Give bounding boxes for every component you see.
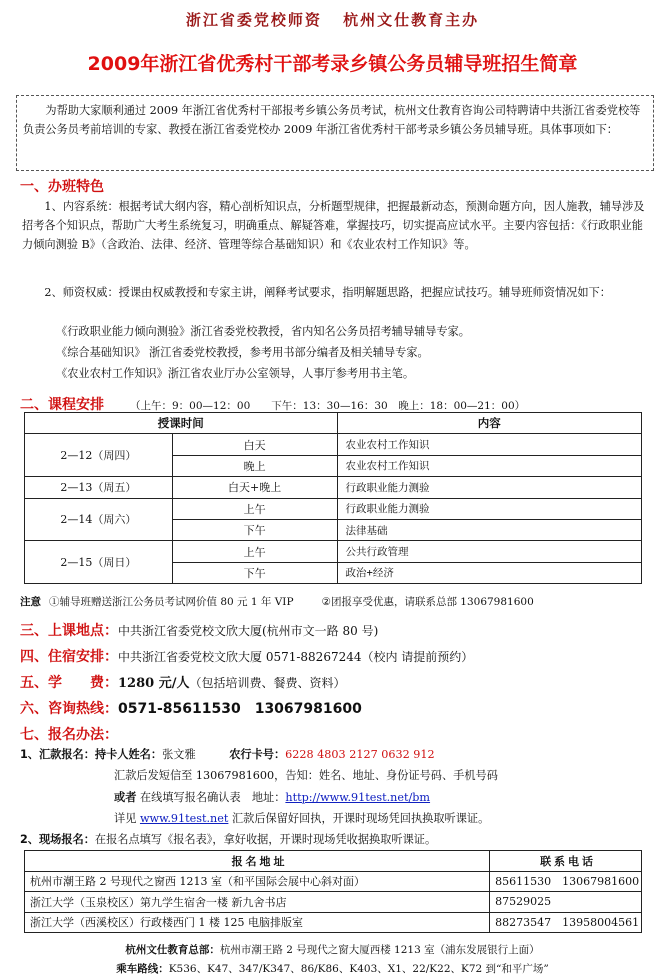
online-signup-link[interactable]: http://www.91test.net/bm [285, 791, 431, 804]
note-group: ②团报享受优惠，请联系总部 13067981600 [321, 596, 534, 608]
card-number: 6228 4803 2127 0632 912 [285, 748, 435, 761]
locations-col-address: 报名地址 [25, 851, 490, 872]
location-phone: 85611530 13067981600 [490, 871, 642, 892]
intro-box: 为帮助大家顺利通过 2009 年浙江省优秀村干部报考乡镇公务员考试，杭州文仕教育咨询公司特聘请中共浙江省委党校等负责公务员考前培训的专家、教授在浙江省委党校办 2009 年浙江省优秀村干部考录乡镇公务员辅导班。具体事项如下： [16, 95, 654, 171]
bus-label: 乘车路线： [116, 963, 169, 975]
onsite-text: 在报名点填写《报名表》，拿好收据，开课时现场凭收据换取听课证。 [94, 833, 437, 846]
remit-label: 1、汇款报名： [20, 748, 95, 761]
location-address: 浙江大学（西溪校区）行政楼西门 1 楼 125 电脑排版室 [25, 912, 490, 933]
schedule-content: 行政职业能力测验 [337, 477, 642, 498]
teacher-line-3: 《农业农村工作知识》浙江省农业厅办公室领导，人事厅参考用书主笔。 [56, 367, 415, 380]
schedule-date: 2—14（周六） [25, 498, 173, 541]
hq-value: 杭州市潮王路 2 号现代之窗大厦西楼 1213 室（浦东发展银行上面） [219, 944, 540, 956]
schedule-note [20, 594, 534, 609]
schedule-slot: 上午 [172, 541, 337, 562]
online-line [114, 789, 430, 805]
venue-heading: 三、上课地点： [20, 623, 118, 639]
schedule-content: 政治+经济 [337, 562, 642, 583]
fee-heading: 五、学 费： [20, 675, 118, 691]
location-phone: 87529025 [490, 892, 642, 913]
venue-value: 中共浙江省委党校文欣大厦(杭州市文一路 80 号) [118, 624, 379, 638]
features-paragraph-2: 2、师资权威：授课由权威教授和专家主讲，阐释考试要求，指明解题思路，把握应试技巧。辅导班师资情况如下： [44, 286, 611, 299]
table-row [25, 541, 642, 562]
hotline-value: 0571-85611530 13067981600 [118, 701, 362, 717]
schedule-content: 公共行政管理 [337, 541, 642, 562]
holder-name: 张文雅 [162, 748, 196, 761]
section-venue [20, 620, 378, 640]
teacher-line-2: 《综合基础知识》 浙江省委党校教授，参考用书部分编者及相关辅导专家。 [56, 346, 429, 359]
schedule-slot: 上午 [172, 498, 337, 519]
detail-prefix: 详见 [114, 812, 137, 825]
onsite-line [20, 831, 436, 847]
banner-left: 浙江省委党校师资 [185, 11, 322, 29]
location-address: 杭州市潮王路 2 号现代之窗西 1213 室（和平国际会展中心斜对面） [25, 871, 490, 892]
schedule-date: 2—15（周日） [25, 541, 173, 584]
lodging-heading: 四、住宿安排： [20, 649, 118, 665]
table-row [25, 477, 642, 498]
schedule-col-content: 内容 [337, 413, 642, 434]
schedule-table [24, 412, 642, 584]
page-title: 2009年浙江省优秀村干部考录乡镇公务员辅导班招生简章 [87, 53, 578, 75]
location-address: 浙江大学（玉泉校区）第九学生宿舍一楼 新九舍书店 [25, 892, 490, 913]
table-row [25, 892, 642, 913]
detail-suffix: 汇款后保留好回执，开课时现场凭回执换取听课证。 [231, 812, 490, 825]
footer-hq [0, 942, 665, 957]
section-hotline [20, 698, 362, 718]
schedule-content: 法律基础 [337, 519, 642, 540]
section-signup-heading: 七、报名办法： [20, 727, 118, 743]
top-banner [0, 9, 665, 30]
or-label: 或者 [114, 791, 137, 804]
schedule-slot: 下午 [172, 519, 337, 540]
lodging-value: 中共浙江省委党校文欣大厦 0571-88267244（校内 请提前预约） [118, 650, 474, 664]
fee-detail: （包括培训费、餐费、资料） [189, 676, 346, 690]
table-row [25, 871, 642, 892]
location-phone: 88273547 13958004561 [490, 912, 642, 933]
section-lodging [20, 646, 473, 666]
locations-col-phone: 联系电话 [490, 851, 642, 872]
schedule-header-row [25, 413, 642, 434]
schedule-date: 2—12（周四） [25, 434, 173, 477]
section-schedule-heading: 二、课程安排 [20, 397, 104, 413]
sms-line: 汇款后发短信至 13067981600，告知：姓名、地址、身份证号码、手机号码 [114, 769, 498, 782]
section-features-heading: 一、办班特色 [20, 179, 104, 195]
site-link[interactable]: www.91test.net [139, 812, 229, 825]
schedule-col-time: 授课时间 [25, 413, 338, 434]
note-vip: ①辅导班赠送浙江公务员考试网价值 80 元 1 年 VIP [49, 596, 294, 608]
schedule-slot: 白天+晚上 [172, 477, 337, 498]
table-row [25, 498, 642, 519]
onsite-label: 2、现场报名： [20, 833, 95, 846]
bus-value: K536、K47、347/K347、86/K86、K403、X1、22/K22、K72 到“和平广场” [168, 963, 549, 975]
schedule-content: 农业农村工作知识 [337, 455, 642, 476]
schedule-content: 行政职业能力测验 [337, 498, 642, 519]
detail-line [114, 810, 489, 826]
fee-amount: 1280 元/人 [118, 676, 190, 691]
online-text: 在线填写报名确认表 地址： [139, 791, 286, 804]
note-label: 注意 [20, 596, 41, 608]
remit-line [20, 746, 435, 762]
hotline-heading: 六、咨询热线： [20, 701, 118, 717]
schedule-date: 2—13（周五） [25, 477, 173, 498]
schedule-slot: 晚上 [172, 455, 337, 476]
hq-label: 杭州文仕教育总部： [125, 944, 220, 956]
schedule-slot: 白天 [172, 434, 337, 455]
schedule-content: 农业农村工作知识 [337, 434, 642, 455]
table-row [25, 912, 642, 933]
banner-right: 杭州文仕教育主办 [343, 11, 480, 29]
schedule-hours: （上午：9：00—12：00 下午：13：30—16：30 晚上：18：00—21：00） [130, 400, 526, 412]
teacher-line-1: 《行政职业能力倾向测验》浙江省委党校教授，省内知名公务员招考辅导辅导专家。 [56, 325, 470, 338]
schedule-slot: 下午 [172, 562, 337, 583]
locations-header-row [25, 851, 642, 872]
footer-bus [0, 961, 665, 976]
holder-label: 持卡人姓名： [94, 748, 163, 761]
section-fee [20, 672, 345, 692]
features-paragraph-1: 1、内容系统：根据考试大纲内容，精心剖析知识点，分析题型规律，把握最新动态，预测命题方向，因人施教，辅导涉及招考各个知识点，帮助广大考生系统复习，明确重点、解疑答难，掌握技巧，切实提高应试水平。主要内容包括：《行政职业能力倾向测验 B》（含政治、法律、经济、管理等综合基础知识）和《农业农村工作知识》等。 [22, 200, 645, 251]
table-row [25, 434, 642, 455]
locations-table [24, 850, 642, 933]
card-label: 农行卡号： [229, 748, 286, 761]
